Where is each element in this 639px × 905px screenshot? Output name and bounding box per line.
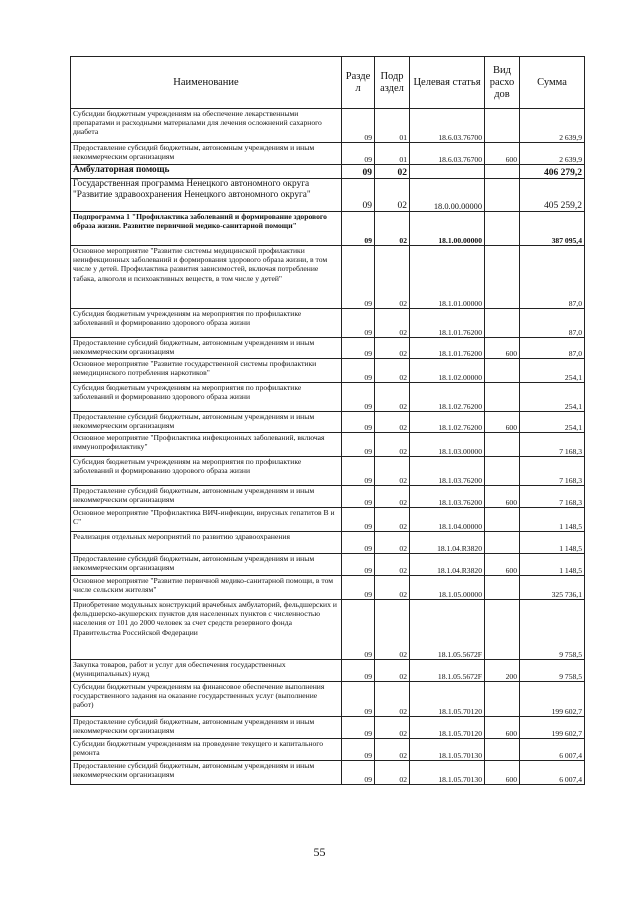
row-amount: 2 639,9 — [520, 143, 585, 165]
row-name: Подпрограмма 1 "Профилактика заболеваний и формирование здорового образа жизни. Развитие первичной медико-санитарной помощи" — [71, 212, 342, 246]
row-name: Субсидия бюджетным учреждениям на мероприятия по профилактике заболеваний и формированию здорового образа жизни — [71, 383, 342, 412]
table-row — [71, 212, 585, 246]
row-target-article: 18.1.02.76200 — [410, 412, 485, 433]
row-subsection: 02 — [375, 761, 410, 785]
row-name: Реализация отдельных мероприятий по развитию здравоохранения — [71, 532, 342, 554]
row-section: 09 — [342, 359, 375, 383]
row-target-article: 18.1.03.76200 — [410, 486, 485, 508]
row-subsection: 02 — [375, 383, 410, 412]
header-target-article: Целевая статья — [410, 57, 485, 109]
row-subsection: 02 — [375, 486, 410, 508]
row-name: Основное мероприятие "Развитие первичной медико-санитарной помощи, в том числе сельским жителям" — [71, 576, 342, 600]
row-expense-type — [485, 212, 520, 246]
row-section: 09 — [342, 338, 375, 359]
row-section: 09 — [342, 576, 375, 600]
row-target-article: 18.1.05.70130 — [410, 739, 485, 761]
row-section: 09 — [342, 179, 375, 212]
row-amount: 387 095,4 — [520, 212, 585, 246]
row-section: 09 — [342, 739, 375, 761]
row-amount: 405 259,2 — [520, 179, 585, 212]
row-subsection: 02 — [375, 359, 410, 383]
row-amount: 9 758,5 — [520, 660, 585, 682]
row-subsection: 01 — [375, 143, 410, 165]
row-target-article: 18.1.01.76200 — [410, 309, 485, 338]
row-section: 09 — [342, 532, 375, 554]
row-target-article — [410, 165, 485, 179]
row-subsection: 02 — [375, 660, 410, 682]
table-header-row — [71, 57, 585, 109]
row-name: Субсидии бюджетным учреждениям на финансовое обеспечение выполнения государственного задания на оказание государственных услуг (выполнение работ) — [71, 682, 342, 717]
row-amount: 6 007,4 — [520, 739, 585, 761]
row-subsection: 02 — [375, 165, 410, 179]
row-amount: 2 639,9 — [520, 109, 585, 143]
row-subsection: 02 — [375, 576, 410, 600]
row-name: Основное мероприятие "Профилактика ВИЧ-инфекции, вирусных гепатитов В и С" — [71, 508, 342, 532]
row-subsection: 02 — [375, 739, 410, 761]
row-expense-type — [485, 508, 520, 532]
row-subsection: 02 — [375, 433, 410, 457]
row-subsection: 02 — [375, 508, 410, 532]
row-amount: 6 007,4 — [520, 761, 585, 785]
table-row — [71, 682, 585, 717]
row-section: 09 — [342, 717, 375, 739]
row-expense-type: 600 — [485, 143, 520, 165]
table-row — [71, 576, 585, 600]
row-section: 09 — [342, 457, 375, 486]
table-row — [71, 486, 585, 508]
table-row — [71, 143, 585, 165]
table-row — [71, 309, 585, 338]
row-name: Государственная программа Ненецкого автономного округа "Развитие здравоохранения Ненецкого автономного округа" — [71, 179, 342, 212]
table-row — [71, 508, 585, 532]
row-expense-type: 600 — [485, 412, 520, 433]
row-section: 09 — [342, 212, 375, 246]
row-section: 09 — [342, 660, 375, 682]
row-subsection: 02 — [375, 717, 410, 739]
header-subsection: Подр аздел — [375, 57, 410, 109]
row-target-article: 18.1.02.00000 — [410, 359, 485, 383]
row-expense-type — [485, 359, 520, 383]
table-row — [71, 246, 585, 309]
row-subsection: 02 — [375, 532, 410, 554]
row-name: Предоставление субсидий бюджетным, автономным учреждениям и иным некоммерческим организациям — [71, 717, 342, 739]
row-section: 09 — [342, 165, 375, 179]
row-amount: 87,0 — [520, 246, 585, 309]
row-expense-type: 600 — [485, 486, 520, 508]
row-amount: 199 602,7 — [520, 682, 585, 717]
budget-table — [70, 56, 585, 785]
row-section: 09 — [342, 761, 375, 785]
row-subsection: 02 — [375, 412, 410, 433]
row-expense-type — [485, 433, 520, 457]
row-amount: 7 168,3 — [520, 457, 585, 486]
row-name: Субсидии бюджетным учреждениям на обеспечение лекарственными препаратами и расходными материалами для лечения осложнений сахарного диабета — [71, 109, 342, 143]
header-section: Разде л — [342, 57, 375, 109]
table-row — [71, 412, 585, 433]
row-section: 09 — [342, 508, 375, 532]
row-subsection: 01 — [375, 109, 410, 143]
table-row — [71, 717, 585, 739]
row-expense-type — [485, 457, 520, 486]
row-section: 09 — [342, 246, 375, 309]
row-target-article: 18.1.05.70130 — [410, 761, 485, 785]
row-amount: 254,1 — [520, 359, 585, 383]
row-subsection: 02 — [375, 682, 410, 717]
row-target-article: 18.1.02.76200 — [410, 383, 485, 412]
row-expense-type — [485, 246, 520, 309]
row-amount: 406 279,2 — [520, 165, 585, 179]
table-row — [71, 554, 585, 576]
row-name: Основное мероприятие "Развитие системы медицинской профилактики неинфекционных заболеваний и формирования здорового образа жизни, в том числе у детей. Профилактика развития зависимостей, включая потребление табака, алкоголя и психоактивных веществ, в том числе у детей" — [71, 246, 342, 309]
row-target-article: 18.1.05.00000 — [410, 576, 485, 600]
table-row — [71, 660, 585, 682]
row-target-article: 18.6.03.76700 — [410, 143, 485, 165]
row-expense-type: 600 — [485, 761, 520, 785]
row-name: Закупка товаров, работ и услуг для обеспечения государственных (муниципальных) нужд — [71, 660, 342, 682]
row-subsection: 02 — [375, 457, 410, 486]
row-expense-type — [485, 532, 520, 554]
table-row — [71, 600, 585, 660]
row-target-article: 18.1.05.70120 — [410, 717, 485, 739]
row-target-article: 18.1.04.R3820 — [410, 532, 485, 554]
row-section: 09 — [342, 412, 375, 433]
row-name: Предоставление субсидий бюджетным, автономным учреждениям и иным некоммерческим организациям — [71, 554, 342, 576]
row-subsection: 02 — [375, 554, 410, 576]
row-section: 09 — [342, 600, 375, 660]
table-row — [71, 383, 585, 412]
row-target-article: 18.1.05.5672F — [410, 660, 485, 682]
table-body — [71, 109, 585, 785]
row-expense-type: 200 — [485, 660, 520, 682]
row-name: Субсидия бюджетным учреждениям на мероприятия по профилактике заболеваний и формированию здорового образа жизни — [71, 457, 342, 486]
row-expense-type — [485, 179, 520, 212]
row-name: Субсидия бюджетным учреждениям на мероприятия по профилактике заболеваний и формированию здорового образа жизни — [71, 309, 342, 338]
row-name: Амбулаторная помощь — [71, 165, 342, 179]
row-section: 09 — [342, 554, 375, 576]
row-amount: 9 758,5 — [520, 600, 585, 660]
row-amount: 1 148,5 — [520, 508, 585, 532]
row-section: 09 — [342, 433, 375, 457]
budget-document-page — [70, 56, 584, 785]
row-name: Предоставление субсидий бюджетным, автономным учреждениям и иным некоммерческим организациям — [71, 412, 342, 433]
row-name: Основное мероприятие "Развитие государственной системы профилактики немедицинского потребления наркотиков" — [71, 359, 342, 383]
table-row — [71, 761, 585, 785]
row-subsection: 02 — [375, 179, 410, 212]
row-amount: 87,0 — [520, 338, 585, 359]
row-name: Предоставление субсидий бюджетным, автономным учреждениям и иным некоммерческим организациям — [71, 761, 342, 785]
row-subsection: 02 — [375, 338, 410, 359]
row-expense-type — [485, 576, 520, 600]
row-target-article: 18.1.00.00000 — [410, 212, 485, 246]
row-expense-type — [485, 739, 520, 761]
row-amount: 1 148,5 — [520, 554, 585, 576]
row-target-article: 18.1.03.00000 — [410, 433, 485, 457]
table-row — [71, 165, 585, 179]
table-row — [71, 532, 585, 554]
row-amount: 7 168,3 — [520, 433, 585, 457]
row-expense-type — [485, 682, 520, 717]
row-target-article: 18.1.05.70120 — [410, 682, 485, 717]
row-expense-type — [485, 600, 520, 660]
row-target-article: 18.1.04.R3820 — [410, 554, 485, 576]
row-section: 09 — [342, 143, 375, 165]
row-target-article: 18.1.05.5672F — [410, 600, 485, 660]
header-name: Наименование — [71, 57, 342, 109]
row-amount: 1 148,5 — [520, 532, 585, 554]
row-target-article: 18.1.01.76200 — [410, 338, 485, 359]
row-expense-type: 600 — [485, 338, 520, 359]
row-name: Предоставление субсидий бюджетным, автономным учреждениям и иным некоммерческим организациям — [71, 143, 342, 165]
table-row — [71, 338, 585, 359]
row-section: 09 — [342, 383, 375, 412]
row-section: 09 — [342, 309, 375, 338]
row-name: Предоставление субсидий бюджетным, автономным учреждениям и иным некоммерческим организациям — [71, 486, 342, 508]
table-row — [71, 457, 585, 486]
row-name: Предоставление субсидий бюджетным, автономным учреждениям и иным некоммерческим организациям — [71, 338, 342, 359]
table-row — [71, 739, 585, 761]
row-expense-type: 600 — [485, 554, 520, 576]
row-amount: 7 168,3 — [520, 486, 585, 508]
row-name: Субсидии бюджетным учреждениям на проведение текущего и капитального ремонта — [71, 739, 342, 761]
row-name: Приобретение модульных конструкций врачебных амбулаторий, фельдшерских и фельдшерско-акушерских пунктов для населенных пунктов с численностью населения от 101 до 2000 человек за счет средств резервного фонда Правительства Российской Федерации — [71, 600, 342, 660]
row-subsection: 02 — [375, 309, 410, 338]
row-amount: 254,1 — [520, 412, 585, 433]
row-section: 09 — [342, 486, 375, 508]
row-target-article: 18.0.00.00000 — [410, 179, 485, 212]
row-section: 09 — [342, 682, 375, 717]
row-amount: 199 602,7 — [520, 717, 585, 739]
row-name: Основное мероприятие "Профилактика инфекционных заболеваний, включая иммунопрофилактику" — [71, 433, 342, 457]
row-target-article: 18.1.04.00000 — [410, 508, 485, 532]
row-section: 09 — [342, 109, 375, 143]
row-expense-type: 600 — [485, 717, 520, 739]
header-expense-type: Вид расхо дов — [485, 57, 520, 109]
row-amount: 87,0 — [520, 309, 585, 338]
header-amount: Сумма — [520, 57, 585, 109]
row-subsection: 02 — [375, 212, 410, 246]
row-target-article: 18.1.03.76200 — [410, 457, 485, 486]
row-subsection: 02 — [375, 600, 410, 660]
row-expense-type — [485, 309, 520, 338]
table-row — [71, 359, 585, 383]
row-amount: 325 736,1 — [520, 576, 585, 600]
row-subsection: 02 — [375, 246, 410, 309]
row-expense-type — [485, 109, 520, 143]
table-row — [71, 433, 585, 457]
page-number: 55 — [313, 845, 326, 859]
row-expense-type — [485, 165, 520, 179]
table-row — [71, 109, 585, 143]
row-amount: 254,1 — [520, 383, 585, 412]
table-row — [71, 179, 585, 212]
row-target-article: 18.6.03.76700 — [410, 109, 485, 143]
row-expense-type — [485, 383, 520, 412]
row-target-article: 18.1.01.00000 — [410, 246, 485, 309]
